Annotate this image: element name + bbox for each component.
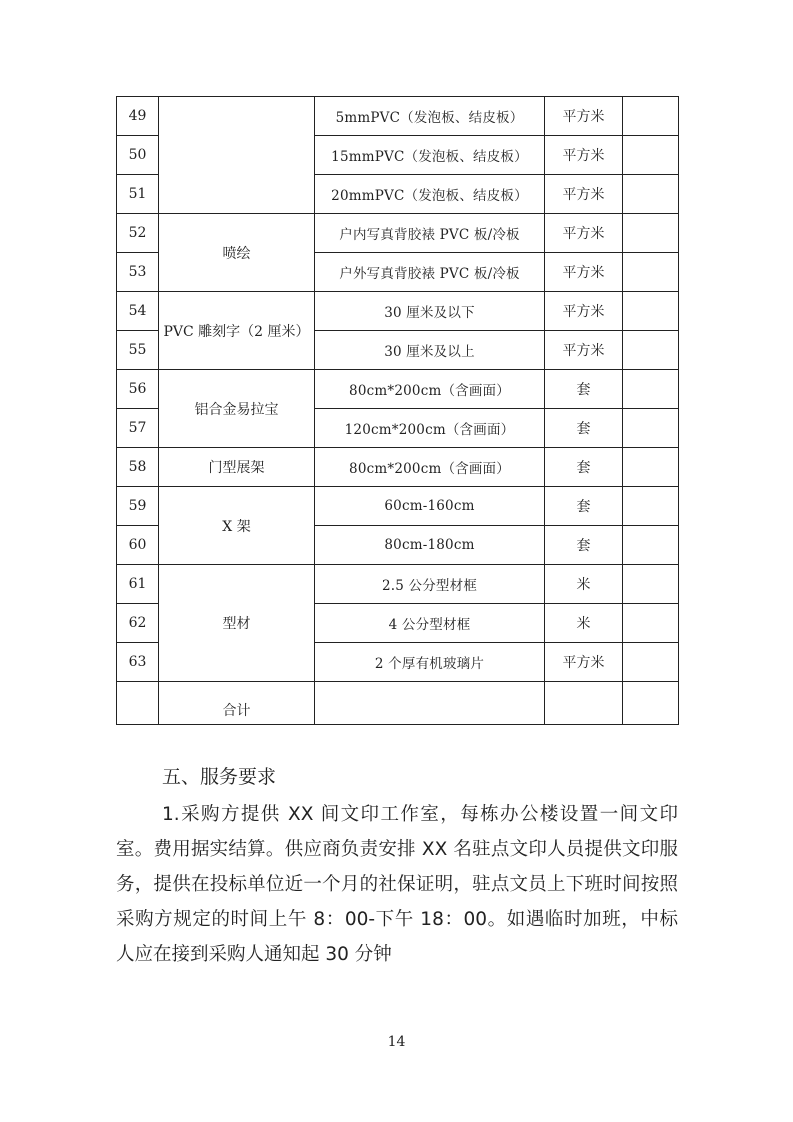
table-row xyxy=(117,448,679,487)
category-cell xyxy=(159,97,315,214)
spec-cell: 5mmPVC（发泡板、结皮板） xyxy=(315,97,545,136)
empty-cell xyxy=(315,682,545,725)
quantity-cell xyxy=(623,97,679,136)
unit-cell: 米 xyxy=(545,565,623,604)
unit-cell: 套 xyxy=(545,370,623,409)
unit-cell: 平方米 xyxy=(545,292,623,331)
spec-cell: 80cm*200cm（含画面） xyxy=(315,448,545,487)
row-number: 49 xyxy=(117,97,159,136)
table-row xyxy=(117,97,679,136)
service-requirements-paragraph: 1.采购方提供 XX 间文印工作室，每栋办公楼设置一间文印室。费用据实结算。供应商负责安排 XX 名驻点文印人员提供文印服务，提供在投标单位近一个月的社保证明，驻点文员上下班时间按照采购方规定的时间上午 8：00-下午 18：00。如遇临时加班，中标人应在接到采购人通知起 30 分钟 xyxy=(116,804,678,965)
table-row xyxy=(117,565,679,604)
spec-cell: 120cm*200cm（含画面） xyxy=(315,409,545,448)
category-cell: X 架 xyxy=(159,487,315,565)
empty-cell xyxy=(623,682,679,725)
row-number: 54 xyxy=(117,292,159,331)
unit-cell: 平方米 xyxy=(545,643,623,682)
unit-cell: 套 xyxy=(545,409,623,448)
row-number: 53 xyxy=(117,253,159,292)
quantity-cell xyxy=(623,448,679,487)
unit-cell: 平方米 xyxy=(545,331,623,370)
spec-cell: 60cm-160cm xyxy=(315,487,545,526)
spec-cell: 户内写真背胶裱 PVC 板/冷板 xyxy=(315,214,545,253)
row-number: 51 xyxy=(117,175,159,214)
category-cell: 门型展架 xyxy=(159,448,315,487)
total-label: 合计 xyxy=(159,682,315,725)
category-cell: 型材 xyxy=(159,565,315,682)
row-number: 55 xyxy=(117,331,159,370)
spec-cell: 2 个厚有机玻璃片 xyxy=(315,643,545,682)
row-number: 59 xyxy=(117,487,159,526)
table-row xyxy=(117,487,679,526)
quantity-cell xyxy=(623,136,679,175)
category-cell: 喷绘 xyxy=(159,214,315,292)
price-list-table xyxy=(116,96,679,725)
row-number: 50 xyxy=(117,136,159,175)
row-number: 56 xyxy=(117,370,159,409)
table-row xyxy=(117,370,679,409)
empty-cell xyxy=(545,682,623,725)
quantity-cell xyxy=(623,643,679,682)
row-number: 60 xyxy=(117,526,159,565)
quantity-cell xyxy=(623,331,679,370)
unit-cell: 平方米 xyxy=(545,253,623,292)
table-row xyxy=(117,214,679,253)
category-cell: PVC 雕刻字（2 厘米） xyxy=(159,292,315,370)
unit-cell: 套 xyxy=(545,487,623,526)
quantity-cell xyxy=(623,175,679,214)
quantity-cell xyxy=(623,487,679,526)
spec-cell: 4 公分型材框 xyxy=(315,604,545,643)
spec-cell: 20mmPVC（发泡板、结皮板） xyxy=(315,175,545,214)
spec-cell: 2.5 公分型材框 xyxy=(315,565,545,604)
row-number: 62 xyxy=(117,604,159,643)
empty-cell xyxy=(117,682,159,725)
page-number: 14 xyxy=(387,1034,406,1050)
spec-cell: 30 厘米及以上 xyxy=(315,331,545,370)
row-number: 63 xyxy=(117,643,159,682)
spec-cell: 80cm-180cm xyxy=(315,526,545,565)
table-row xyxy=(117,292,679,331)
unit-cell: 米 xyxy=(545,604,623,643)
unit-cell: 平方米 xyxy=(545,97,623,136)
quantity-cell xyxy=(623,214,679,253)
row-number: 61 xyxy=(117,565,159,604)
row-number: 57 xyxy=(117,409,159,448)
spec-cell: 15mmPVC（发泡板、结皮板） xyxy=(315,136,545,175)
quantity-cell xyxy=(623,409,679,448)
spec-cell: 30 厘米及以下 xyxy=(315,292,545,331)
spec-cell: 80cm*200cm（含画面） xyxy=(315,370,545,409)
unit-cell: 套 xyxy=(545,448,623,487)
row-number: 58 xyxy=(117,448,159,487)
unit-cell: 平方米 xyxy=(545,175,623,214)
unit-cell: 平方米 xyxy=(545,136,623,175)
quantity-cell xyxy=(623,253,679,292)
quantity-cell xyxy=(623,292,679,331)
section-heading: 五、服务要求 xyxy=(162,766,277,788)
unit-cell: 套 xyxy=(545,526,623,565)
quantity-cell xyxy=(623,604,679,643)
category-cell: 铝合金易拉宝 xyxy=(159,370,315,448)
quantity-cell xyxy=(623,565,679,604)
quantity-cell xyxy=(623,370,679,409)
spec-cell: 户外写真背胶裱 PVC 板/冷板 xyxy=(315,253,545,292)
total-row xyxy=(117,682,679,725)
row-number: 52 xyxy=(117,214,159,253)
unit-cell: 平方米 xyxy=(545,214,623,253)
quantity-cell xyxy=(623,526,679,565)
